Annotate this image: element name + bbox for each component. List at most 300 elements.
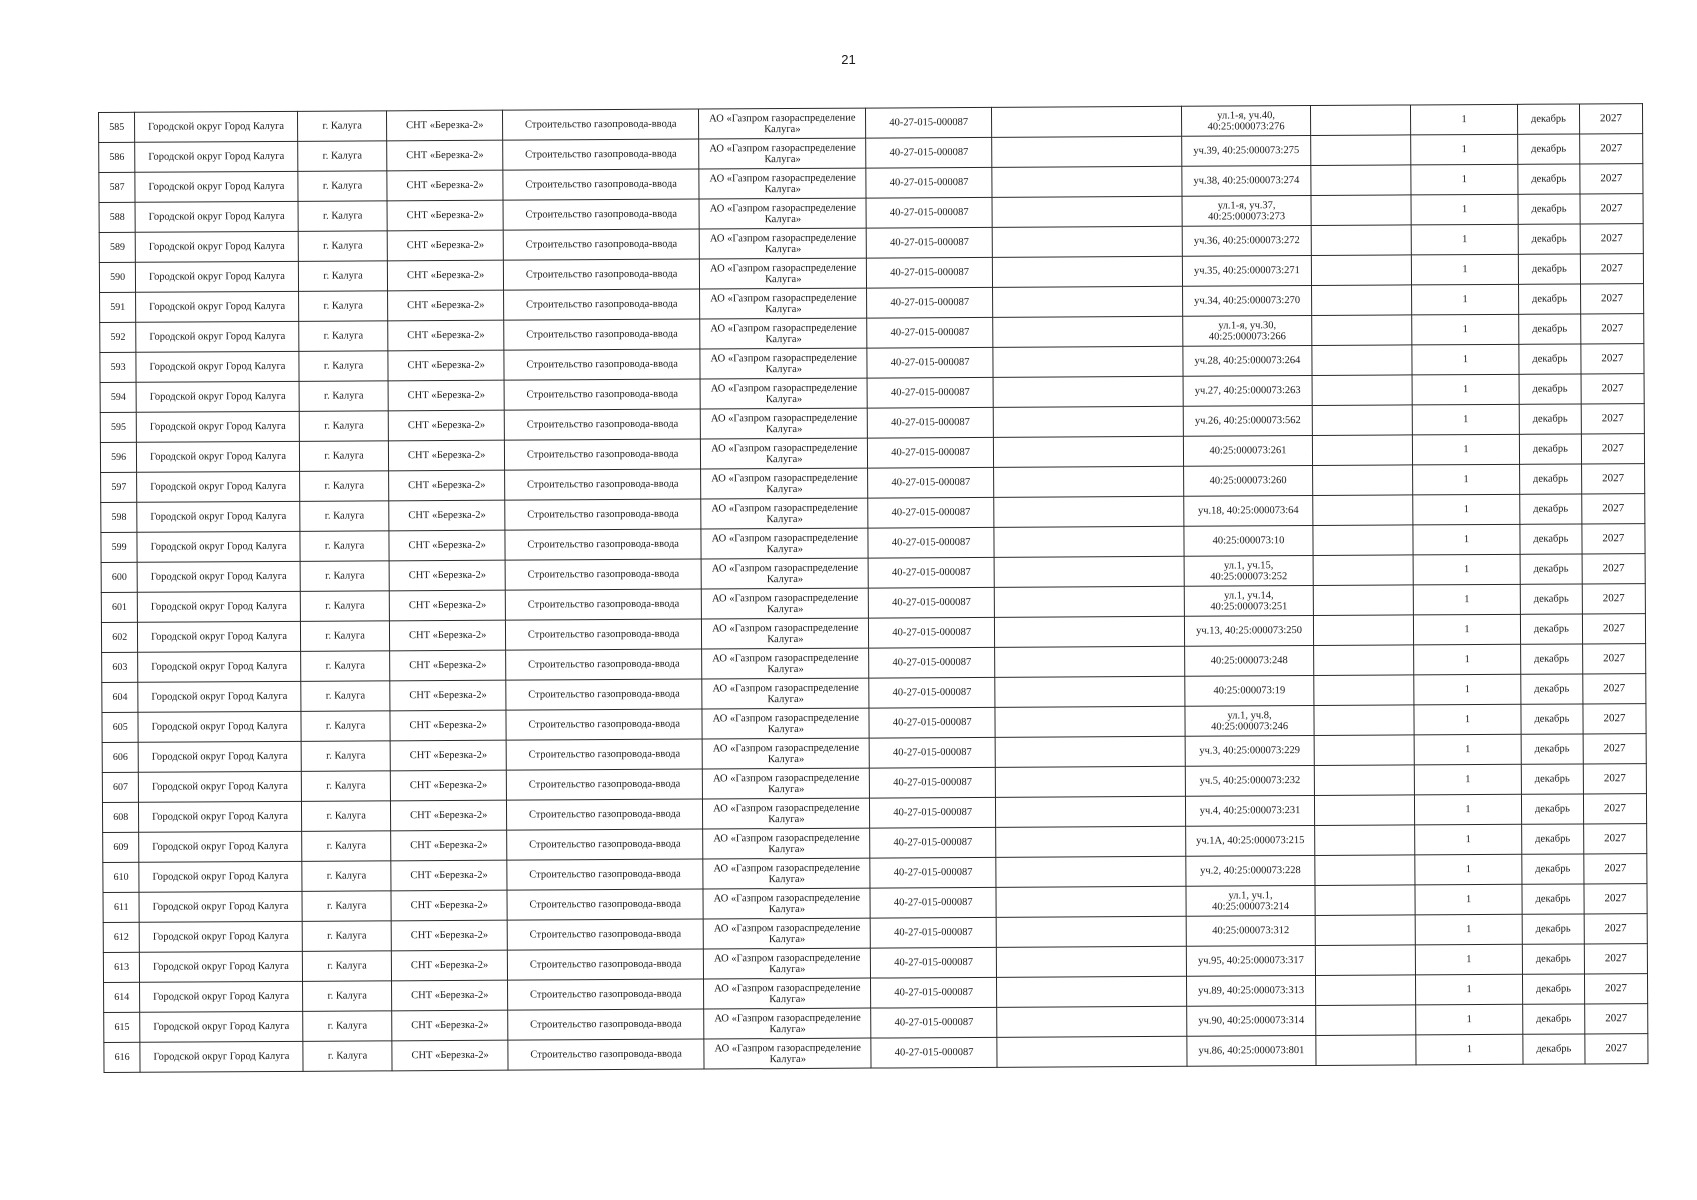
empty-cell: [1314, 765, 1415, 796]
city-cell: г. Калуга: [299, 411, 389, 442]
row-number-cell: 597: [101, 472, 138, 502]
city-cell: г. Калуга: [302, 951, 392, 982]
year-cell: 2027: [1581, 344, 1644, 374]
row-number-cell: 614: [104, 982, 141, 1012]
work-type-cell: Строительство газопровода-ввода: [506, 769, 703, 800]
empty-cell: [1315, 1005, 1416, 1036]
settlement-cell: СНТ «Березка-2»: [391, 890, 507, 921]
object-code-cell: 40-27-015-000087: [868, 587, 994, 618]
row-number-cell: 600: [101, 562, 138, 592]
location-cell: 40:25:000073:19: [1185, 676, 1313, 707]
object-code-cell: 40-27-015-000087: [867, 287, 993, 318]
empty-cell: [1315, 975, 1416, 1006]
location-cell: ул.1, уч.1, 40:25:000073:214: [1186, 886, 1314, 917]
organization-cell: АО «Газпром газораспределение Калуга»: [703, 738, 870, 769]
empty-cell: [997, 1006, 1187, 1037]
organization-cell: АО «Газпром газораспределение Калуга»: [701, 438, 868, 469]
row-number-cell: 613: [103, 952, 140, 982]
work-type-cell: Строительство газопровода-ввода: [505, 559, 702, 590]
month-cell: декабрь: [1518, 284, 1580, 314]
empty-cell: [996, 826, 1186, 857]
month-cell: декабрь: [1520, 554, 1582, 584]
object-code-cell: 40-27-015-000087: [870, 917, 996, 948]
location-cell: ул.1-я, уч.40, 40:25:000073:276: [1182, 106, 1310, 137]
work-type-cell: Строительство газопровода-ввода: [503, 229, 700, 260]
month-cell: декабрь: [1522, 914, 1584, 944]
year-cell: 2027: [1582, 644, 1645, 674]
municipality-cell: Городской округ Город Калуга: [135, 171, 298, 202]
month-cell: декабрь: [1522, 884, 1584, 914]
month-cell: декабрь: [1517, 104, 1579, 134]
settlement-cell: СНТ «Березка-2»: [392, 1040, 508, 1071]
empty-cell: [992, 226, 1182, 257]
work-type-cell: Строительство газопровода-ввода: [506, 709, 703, 740]
location-cell: уч.34, 40:25:000073:270: [1183, 286, 1311, 317]
empty-cell: [996, 856, 1186, 887]
empty-cell: [1315, 915, 1416, 946]
organization-cell: АО «Газпром газораспределение Калуга»: [700, 228, 867, 259]
municipality-cell: Городской округ Город Калуга: [137, 441, 300, 472]
row-number-cell: 598: [101, 502, 138, 532]
city-cell: г. Калуга: [299, 381, 389, 412]
municipality-cell: Городской округ Город Калуга: [137, 501, 300, 532]
work-type-cell: Строительство газопровода-ввода: [507, 859, 704, 890]
year-cell: 2027: [1583, 764, 1646, 794]
empty-cell: [996, 766, 1186, 797]
empty-cell: [1314, 795, 1415, 826]
empty-cell: [996, 886, 1186, 917]
location-cell: уч.95, 40:25:000073:317: [1187, 946, 1315, 977]
work-type-cell: Строительство газопровода-ввода: [504, 469, 701, 500]
quantity-cell: 1: [1413, 464, 1520, 495]
city-cell: г. Калуга: [298, 171, 388, 202]
quantity-cell: 1: [1416, 1034, 1523, 1065]
settlement-cell: СНТ «Березка-2»: [389, 440, 505, 471]
empty-cell: [994, 556, 1184, 587]
settlement-cell: СНТ «Березка-2»: [390, 650, 506, 681]
row-number-cell: 607: [102, 772, 139, 802]
municipality-cell: Городской округ Город Калуга: [135, 201, 298, 232]
organization-cell: АО «Газпром газораспределение Калуга»: [701, 528, 868, 559]
quantity-cell: 1: [1414, 764, 1521, 795]
empty-cell: [1312, 435, 1413, 466]
work-type-cell: Строительство газопровода-ввода: [508, 1009, 705, 1040]
empty-cell: [993, 316, 1183, 347]
work-type-cell: Строительство газопровода-ввода: [507, 979, 704, 1010]
city-cell: г. Калуга: [300, 561, 390, 592]
row-number-cell: 612: [103, 922, 140, 952]
municipality-cell: Городской округ Город Калуга: [138, 651, 301, 682]
location-cell: уч.38, 40:25:000073:274: [1182, 166, 1310, 197]
year-cell: 2027: [1584, 914, 1647, 944]
month-cell: декабрь: [1523, 1004, 1585, 1034]
municipality-cell: Городской округ Город Калуга: [139, 861, 302, 892]
object-code-cell: 40-27-015-000087: [870, 857, 996, 888]
row-number-cell: 585: [99, 112, 136, 142]
month-cell: декабрь: [1522, 974, 1584, 1004]
empty-cell: [992, 196, 1182, 227]
city-cell: г. Калуга: [299, 351, 389, 382]
municipality-cell: Городской округ Город Калуга: [135, 141, 298, 172]
organization-cell: АО «Газпром газораспределение Калуга»: [704, 1008, 871, 1039]
year-cell: 2027: [1580, 254, 1643, 284]
work-type-cell: Строительство газопровода-ввода: [507, 919, 704, 950]
city-cell: г. Калуга: [301, 801, 391, 832]
year-cell: 2027: [1583, 734, 1646, 764]
object-code-cell: 40-27-015-000087: [871, 977, 997, 1008]
empty-cell: [1315, 885, 1416, 916]
empty-cell: [1311, 255, 1412, 286]
quantity-cell: 1: [1414, 644, 1521, 675]
location-cell: уч.89, 40:25:000073:313: [1187, 976, 1315, 1007]
municipality-cell: Городской округ Город Калуга: [138, 621, 301, 652]
settlement-cell: СНТ «Березка-2»: [392, 980, 508, 1011]
settlement-cell: СНТ «Березка-2»: [391, 770, 507, 801]
municipality-cell: Городской округ Город Калуга: [139, 921, 302, 952]
municipality-cell: Городской округ Город Калуга: [138, 591, 301, 622]
location-cell: 40:25:000073:261: [1184, 436, 1312, 467]
quantity-cell: 1: [1416, 1004, 1523, 1035]
location-cell: уч.3, 40:25:000073:229: [1186, 736, 1314, 767]
month-cell: декабрь: [1519, 344, 1581, 374]
settlement-cell: СНТ «Березка-2»: [387, 140, 503, 171]
city-cell: г. Калуга: [302, 1011, 392, 1042]
quantity-cell: 1: [1413, 524, 1520, 555]
year-cell: 2027: [1583, 704, 1646, 734]
object-code-cell: 40-27-015-000087: [867, 257, 993, 288]
work-type-cell: Строительство газопровода-ввода: [503, 199, 700, 230]
settlement-cell: СНТ «Березка-2»: [388, 260, 504, 291]
organization-cell: АО «Газпром газораспределение Калуга»: [699, 138, 866, 169]
object-code-cell: 40-27-015-000087: [866, 227, 992, 258]
organization-cell: АО «Газпром газораспределение Калуга»: [702, 648, 869, 679]
month-cell: декабрь: [1521, 734, 1583, 764]
municipality-cell: Городской округ Город Калуга: [138, 681, 301, 712]
location-cell: уч.35, 40:25:000073:271: [1183, 256, 1311, 287]
work-type-cell: Строительство газопровода-ввода: [507, 949, 704, 980]
object-code-cell: 40-27-015-000087: [868, 527, 994, 558]
location-cell: уч.86, 40:25:000073:801: [1187, 1036, 1315, 1067]
empty-cell: [994, 586, 1184, 617]
object-code-cell: 40-27-015-000087: [870, 797, 996, 828]
quantity-cell: 1: [1412, 404, 1519, 435]
work-type-cell: Строительство газопровода-ввода: [506, 799, 703, 830]
municipality-cell: Городской округ Город Калуга: [139, 771, 302, 802]
empty-cell: [1314, 735, 1415, 766]
month-cell: декабрь: [1520, 524, 1582, 554]
settlement-cell: СНТ «Березка-2»: [388, 290, 504, 321]
registry-table: [98, 103, 1649, 1073]
empty-cell: [997, 946, 1187, 977]
empty-cell: [1312, 495, 1413, 526]
city-cell: г. Калуга: [301, 831, 391, 862]
city-cell: г. Калуга: [299, 441, 389, 472]
quantity-cell: 1: [1415, 794, 1522, 825]
location-cell: уч.36, 40:25:000073:272: [1183, 226, 1311, 257]
object-code-cell: 40-27-015-000087: [871, 1007, 997, 1038]
municipality-cell: Городской округ Город Калуга: [139, 831, 302, 862]
municipality-cell: Городской округ Город Калуга: [136, 261, 299, 292]
municipality-cell: Городской округ Город Калуга: [135, 111, 298, 142]
municipality-cell: Городской округ Город Калуга: [140, 1011, 303, 1042]
row-number-cell: 606: [102, 742, 139, 772]
municipality-cell: Городской округ Город Калуга: [138, 711, 301, 742]
object-code-cell: 40-27-015-000087: [869, 617, 995, 648]
location-cell: ул.1-я, уч.37, 40:25:000073:273: [1182, 196, 1310, 227]
month-cell: декабрь: [1522, 854, 1584, 884]
month-cell: декабрь: [1521, 644, 1583, 674]
row-number-cell: 610: [103, 862, 140, 892]
month-cell: декабрь: [1518, 134, 1580, 164]
organization-cell: АО «Газпром газораспределение Калуга»: [702, 558, 869, 589]
city-cell: г. Калуга: [301, 771, 391, 802]
empty-cell: [1311, 315, 1412, 346]
empty-cell: [996, 916, 1186, 947]
object-code-cell: 40-27-015-000087: [868, 437, 994, 468]
city-cell: г. Калуга: [298, 201, 388, 232]
settlement-cell: СНТ «Березка-2»: [390, 590, 506, 621]
empty-cell: [1314, 825, 1415, 856]
work-type-cell: Строительство газопровода-ввода: [505, 589, 702, 620]
settlement-cell: СНТ «Березка-2»: [388, 350, 504, 381]
quantity-cell: 1: [1415, 854, 1522, 885]
object-code-cell: 40-27-015-000087: [866, 167, 992, 198]
year-cell: 2027: [1580, 224, 1643, 254]
quantity-cell: 1: [1414, 704, 1521, 735]
municipality-cell: Городской округ Город Калуга: [136, 231, 299, 262]
empty-cell: [1313, 675, 1414, 706]
settlement-cell: СНТ «Березка-2»: [388, 320, 504, 351]
empty-cell: [993, 256, 1183, 287]
municipality-cell: Городской округ Город Калуга: [136, 291, 299, 322]
month-cell: декабрь: [1518, 194, 1580, 224]
quantity-cell: 1: [1412, 314, 1519, 345]
city-cell: г. Калуга: [301, 711, 391, 742]
city-cell: г. Калуга: [298, 231, 388, 262]
row-number-cell: 593: [100, 352, 137, 382]
empty-cell: [992, 166, 1182, 197]
quantity-cell: 1: [1412, 344, 1519, 375]
empty-cell: [1312, 405, 1413, 436]
settlement-cell: СНТ «Березка-2»: [387, 170, 503, 201]
organization-cell: АО «Газпром газораспределение Калуга»: [703, 798, 870, 829]
work-type-cell: Строительство газопровода-ввода: [503, 169, 700, 200]
row-number-cell: 616: [104, 1042, 141, 1072]
quantity-cell: 1: [1416, 974, 1523, 1005]
city-cell: г. Калуга: [300, 651, 390, 682]
location-cell: ул.1-я, уч.30, 40:25:000073:266: [1183, 316, 1311, 347]
year-cell: 2027: [1580, 284, 1643, 314]
row-number-cell: 603: [102, 652, 139, 682]
row-number-cell: 599: [101, 532, 138, 562]
row-number-cell: 596: [100, 442, 137, 472]
month-cell: декабрь: [1521, 764, 1583, 794]
year-cell: 2027: [1584, 824, 1647, 854]
empty-cell: [993, 346, 1183, 377]
city-cell: г. Калуга: [298, 261, 388, 292]
work-type-cell: Строительство газопровода-ввода: [504, 439, 701, 470]
year-cell: 2027: [1584, 944, 1647, 974]
settlement-cell: СНТ «Березка-2»: [389, 470, 505, 501]
city-cell: г. Калуга: [302, 921, 392, 952]
municipality-cell: Городской округ Город Калуга: [140, 951, 303, 982]
quantity-cell: 1: [1414, 674, 1521, 705]
organization-cell: АО «Газпром газораспределение Калуга»: [700, 258, 867, 289]
settlement-cell: СНТ «Березка-2»: [391, 830, 507, 861]
work-type-cell: Строительство газопровода-ввода: [508, 1039, 705, 1070]
work-type-cell: Строительство газопровода-ввода: [505, 499, 702, 530]
organization-cell: АО «Газпром газораспределение Калуга»: [703, 858, 870, 889]
location-cell: ул.1, уч.15, 40:25:000073:252: [1184, 556, 1312, 587]
work-type-cell: Строительство газопровода-ввода: [505, 619, 702, 650]
quantity-cell: 1: [1413, 614, 1520, 645]
empty-cell: [1313, 525, 1414, 556]
row-number-cell: 602: [101, 622, 138, 652]
empty-cell: [1313, 555, 1414, 586]
row-number-cell: 601: [101, 592, 138, 622]
municipality-cell: Городской округ Город Калуга: [137, 471, 300, 502]
month-cell: декабрь: [1522, 944, 1584, 974]
year-cell: 2027: [1581, 374, 1644, 404]
object-code-cell: 40-27-015-000087: [868, 467, 994, 498]
city-cell: г. Калуга: [298, 321, 388, 352]
object-code-cell: 40-27-015-000087: [867, 317, 993, 348]
year-cell: 2027: [1582, 614, 1645, 644]
organization-cell: АО «Газпром газораспределение Калуга»: [702, 618, 869, 649]
year-cell: 2027: [1583, 794, 1646, 824]
organization-cell: АО «Газпром газораспределение Калуга»: [703, 768, 870, 799]
organization-cell: АО «Газпром газораспределение Калуга»: [703, 888, 870, 919]
table-body: [99, 104, 1649, 1073]
empty-cell: [995, 736, 1185, 767]
quantity-cell: 1: [1411, 194, 1518, 225]
city-cell: г. Калуга: [300, 531, 390, 562]
organization-cell: АО «Газпром газораспределение Калуга»: [701, 468, 868, 499]
object-code-cell: 40-27-015-000087: [870, 887, 996, 918]
document-sheet: [98, 103, 1649, 1073]
quantity-cell: 1: [1411, 254, 1518, 285]
empty-cell: [993, 286, 1183, 317]
month-cell: декабрь: [1518, 254, 1580, 284]
object-code-cell: 40-27-015-000087: [867, 347, 993, 378]
location-cell: уч.18, 40:25:000073:64: [1184, 496, 1312, 527]
empty-cell: [995, 616, 1185, 647]
city-cell: г. Калуга: [303, 1041, 393, 1072]
quantity-cell: 1: [1412, 374, 1519, 405]
empty-cell: [993, 406, 1183, 437]
row-number-cell: 594: [100, 382, 137, 412]
quantity-cell: 1: [1413, 554, 1520, 585]
quantity-cell: 1: [1411, 104, 1518, 135]
object-code-cell: 40-27-015-000087: [866, 197, 992, 228]
city-cell: г. Калуга: [301, 741, 391, 772]
organization-cell: АО «Газпром газораспределение Калуга»: [701, 408, 868, 439]
city-cell: г. Калуга: [299, 501, 389, 532]
month-cell: декабрь: [1519, 314, 1581, 344]
empty-cell: [1313, 615, 1414, 646]
row-number-cell: 592: [100, 322, 137, 352]
empty-cell: [1313, 645, 1414, 676]
month-cell: декабрь: [1521, 674, 1583, 704]
empty-cell: [1312, 375, 1413, 406]
municipality-cell: Городской округ Город Калуга: [136, 381, 299, 412]
work-type-cell: Строительство газопровода-ввода: [505, 529, 702, 560]
row-number-cell: 590: [99, 262, 136, 292]
municipality-cell: Городской округ Город Калуга: [137, 531, 300, 562]
location-cell: уч.4, 40:25:000073:231: [1186, 796, 1314, 827]
municipality-cell: Городской округ Город Калуга: [136, 321, 299, 352]
quantity-cell: 1: [1412, 434, 1519, 465]
object-code-cell: 40-27-015-000087: [871, 1037, 997, 1068]
object-code-cell: 40-27-015-000087: [869, 707, 995, 738]
row-number-cell: 615: [104, 1012, 141, 1042]
empty-cell: [992, 136, 1182, 167]
empty-cell: [994, 466, 1184, 497]
year-cell: 2027: [1580, 164, 1643, 194]
organization-cell: АО «Газпром газораспределение Калуга»: [704, 1038, 871, 1069]
city-cell: г. Калуга: [302, 861, 392, 892]
settlement-cell: СНТ «Березка-2»: [392, 950, 508, 981]
row-number-cell: 589: [99, 232, 136, 262]
empty-cell: [1311, 195, 1412, 226]
city-cell: г. Калуга: [298, 291, 388, 322]
quantity-cell: 1: [1413, 494, 1520, 525]
work-type-cell: Строительство газопровода-ввода: [503, 259, 700, 290]
empty-cell: [994, 526, 1184, 557]
object-code-cell: 40-27-015-000087: [867, 407, 993, 438]
empty-cell: [997, 976, 1187, 1007]
month-cell: декабрь: [1519, 404, 1581, 434]
object-code-cell: 40-27-015-000087: [868, 557, 994, 588]
empty-cell: [995, 646, 1185, 677]
quantity-cell: 1: [1411, 224, 1518, 255]
year-cell: 2027: [1585, 1004, 1648, 1034]
settlement-cell: СНТ «Березка-2»: [390, 710, 506, 741]
work-type-cell: Строительство газопровода-ввода: [507, 889, 704, 920]
year-cell: 2027: [1584, 974, 1647, 1004]
organization-cell: АО «Газпром газораспределение Калуга»: [702, 588, 869, 619]
quantity-cell: 1: [1412, 284, 1519, 315]
row-number-cell: 587: [99, 172, 136, 202]
object-code-cell: 40-27-015-000087: [867, 377, 993, 408]
organization-cell: АО «Газпром газораспределение Калуга»: [703, 828, 870, 859]
location-cell: ул.1, уч.8, 40:25:000073:246: [1185, 706, 1313, 737]
empty-cell: [995, 676, 1185, 707]
year-cell: 2027: [1584, 854, 1647, 884]
location-cell: уч.13, 40:25:000073:250: [1185, 616, 1313, 647]
quantity-cell: 1: [1413, 584, 1520, 615]
year-cell: 2027: [1580, 194, 1643, 224]
row-number-cell: 611: [103, 892, 140, 922]
year-cell: 2027: [1582, 494, 1645, 524]
organization-cell: АО «Газпром газораспределение Калуга»: [700, 288, 867, 319]
settlement-cell: СНТ «Березка-2»: [390, 680, 506, 711]
organization-cell: АО «Газпром газораспределение Калуга»: [699, 108, 866, 139]
empty-cell: [1310, 105, 1411, 136]
empty-cell: [994, 436, 1184, 467]
empty-cell: [1311, 285, 1412, 316]
row-number-cell: 605: [102, 712, 139, 742]
city-cell: г. Калуга: [302, 981, 392, 1012]
page-number: 21: [841, 52, 856, 67]
month-cell: декабрь: [1522, 824, 1584, 854]
empty-cell: [1312, 345, 1413, 376]
settlement-cell: СНТ «Березка-2»: [389, 530, 505, 561]
quantity-cell: 1: [1415, 944, 1522, 975]
work-type-cell: Строительство газопровода-ввода: [503, 289, 700, 320]
city-cell: г. Калуга: [301, 681, 391, 712]
work-type-cell: Строительство газопровода-ввода: [506, 679, 703, 710]
